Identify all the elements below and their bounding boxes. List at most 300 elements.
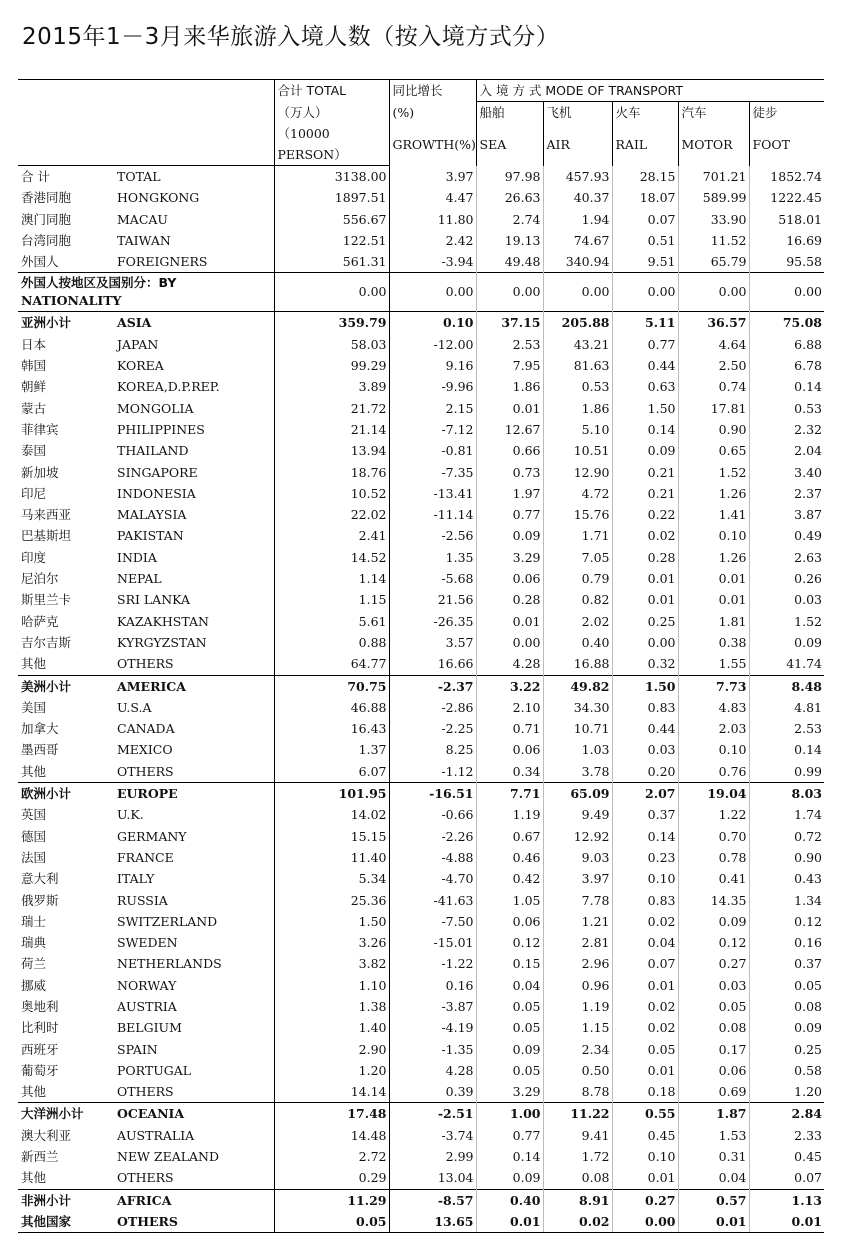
row-label-en: INDONESIA <box>117 485 196 501</box>
table-row <box>18 1167 824 1189</box>
cell-sea: 0.04 <box>476 975 543 996</box>
header-motor-en: MOTOR <box>678 123 749 166</box>
cell-total: 2.41 <box>274 525 389 546</box>
cell-motor: 11.52 <box>678 230 749 251</box>
cell-foot: 0.00 <box>749 273 824 312</box>
row-label-en: AFRICA <box>114 1189 274 1211</box>
cell-air: 1.72 <box>543 1146 612 1167</box>
cell-total: 1.50 <box>274 911 389 932</box>
cell-total: 22.02 <box>274 504 389 525</box>
cell-growth: 0.00 <box>389 273 476 312</box>
cell-motor: 1.53 <box>678 1125 749 1146</box>
cell-motor: 0.70 <box>678 826 749 847</box>
cell-growth: 8.25 <box>389 739 476 760</box>
cell-rail: 0.18 <box>612 1081 678 1103</box>
cell-foot: 8.03 <box>749 783 824 805</box>
cell-motor: 0.01 <box>678 568 749 589</box>
row-label-cn: 瑞士 <box>21 913 47 929</box>
table-row <box>18 568 824 589</box>
row-label-en: CANADA <box>117 721 175 737</box>
table-row <box>18 632 824 653</box>
cell-rail: 0.01 <box>612 1167 678 1189</box>
cell-motor: 36.57 <box>678 312 749 334</box>
cell-motor: 0.17 <box>678 1039 749 1060</box>
table-row <box>18 483 824 504</box>
cell-foot: 2.63 <box>749 547 824 568</box>
header-foot-en: FOOT <box>749 123 824 166</box>
cell-sea: 1.05 <box>476 890 543 911</box>
header-rail-cn: 火车 <box>612 102 678 124</box>
cell-rail: 1.50 <box>612 398 678 419</box>
cell-foot: 2.53 <box>749 718 824 739</box>
header-air-cn: 飞机 <box>543 102 612 124</box>
cell-foot: 1852.74 <box>749 166 824 188</box>
cell-rail: 0.02 <box>612 996 678 1017</box>
cell-motor: 0.74 <box>678 376 749 397</box>
cell-sea: 0.05 <box>476 996 543 1017</box>
cell-total: 0.05 <box>274 1211 389 1233</box>
row-label-cn: 香港同胞 <box>21 190 72 206</box>
table-row <box>18 547 824 568</box>
cell-total: 1.40 <box>274 1017 389 1038</box>
cell-growth: -11.14 <box>389 504 476 525</box>
cell-motor: 0.00 <box>678 273 749 312</box>
table-row <box>18 230 824 251</box>
cell-foot: 0.45 <box>749 1146 824 1167</box>
cell-air: 0.79 <box>543 568 612 589</box>
row-label-cn: 美洲小计 <box>18 675 114 697</box>
cell-foot: 2.33 <box>749 1125 824 1146</box>
cell-total: 70.75 <box>274 675 389 697</box>
row-label-en: KOREA <box>117 358 164 374</box>
cell-foot: 0.03 <box>749 589 824 610</box>
cell-sea: 1.00 <box>476 1103 543 1125</box>
cell-total: 3138.00 <box>274 166 389 188</box>
cell-growth: -1.35 <box>389 1039 476 1060</box>
cell-growth: -2.56 <box>389 525 476 546</box>
cell-rail: 0.51 <box>612 230 678 251</box>
row-label-cn: 新西兰 <box>21 1149 59 1165</box>
row-label-en: U.S.A <box>117 699 152 715</box>
cell-rail: 0.07 <box>612 953 678 974</box>
row-label-en: MONGOLIA <box>117 400 194 416</box>
cell-air: 0.40 <box>543 632 612 653</box>
table-row <box>18 653 824 675</box>
row-label-cn: 葡萄牙 <box>21 1062 59 1078</box>
cell-sea: 0.67 <box>476 826 543 847</box>
cell-growth: -2.25 <box>389 718 476 739</box>
cell-total: 556.67 <box>274 209 389 230</box>
cell-motor: 1.52 <box>678 462 749 483</box>
cell-foot: 0.09 <box>749 632 824 653</box>
cell-rail: 0.05 <box>612 1039 678 1060</box>
table-row <box>18 611 824 632</box>
cell-foot: 0.72 <box>749 826 824 847</box>
cell-sea: 0.00 <box>476 273 543 312</box>
row-label-en: SWEDEN <box>117 935 178 951</box>
cell-sea: 7.71 <box>476 783 543 805</box>
header-total-unit-cn: （万人） <box>274 102 389 124</box>
cell-growth: 0.39 <box>389 1081 476 1103</box>
cell-motor: 19.04 <box>678 783 749 805</box>
row-label-en: OTHERS <box>117 1084 174 1100</box>
row-label-cn: 英国 <box>21 807 47 823</box>
cell-growth: 1.35 <box>389 547 476 568</box>
row-label-en: NEW ZEALAND <box>117 1149 220 1165</box>
cell-air: 2.34 <box>543 1039 612 1060</box>
cell-growth: -4.70 <box>389 868 476 889</box>
cell-rail: 0.01 <box>612 975 678 996</box>
cell-air: 34.30 <box>543 697 612 718</box>
cell-growth: -7.12 <box>389 419 476 440</box>
row-label-cn: 泰国 <box>21 443 47 459</box>
row-label-en: MEXICO <box>117 742 173 758</box>
row-label-cn: 外国人 <box>21 254 59 270</box>
cell-sea: 0.09 <box>476 1039 543 1060</box>
cell-sea: 3.29 <box>476 1081 543 1103</box>
cell-sea: 26.63 <box>476 187 543 208</box>
cell-air: 81.63 <box>543 355 612 376</box>
cell-air: 340.94 <box>543 251 612 273</box>
cell-air: 0.08 <box>543 1167 612 1189</box>
cell-growth: 3.97 <box>389 166 476 188</box>
cell-motor: 0.78 <box>678 847 749 868</box>
table-row <box>18 1039 824 1060</box>
cell-air: 1.86 <box>543 398 612 419</box>
cell-sea: 0.77 <box>476 504 543 525</box>
cell-sea: 0.00 <box>476 632 543 653</box>
header-total-unit-en2: PERSON） <box>274 144 389 166</box>
cell-rail: 0.55 <box>612 1103 678 1125</box>
cell-sea: 0.09 <box>476 525 543 546</box>
cell-rail: 0.22 <box>612 504 678 525</box>
cell-foot: 75.08 <box>749 312 824 334</box>
cell-rail: 0.07 <box>612 209 678 230</box>
cell-total: 99.29 <box>274 355 389 376</box>
cell-sea: 2.10 <box>476 697 543 718</box>
cell-sea: 3.29 <box>476 547 543 568</box>
header-air-en: AIR <box>543 123 612 166</box>
cell-foot: 2.37 <box>749 483 824 504</box>
header-growth-pct: (%) <box>389 102 476 124</box>
cell-air: 12.90 <box>543 462 612 483</box>
table-row <box>18 847 824 868</box>
cell-growth: 3.57 <box>389 632 476 653</box>
row-label-en: OCEANIA <box>114 1103 274 1125</box>
cell-rail: 0.83 <box>612 697 678 718</box>
cell-total: 1.15 <box>274 589 389 610</box>
cell-foot: 3.87 <box>749 504 824 525</box>
cell-rail: 0.02 <box>612 1017 678 1038</box>
cell-total: 6.07 <box>274 761 389 783</box>
cell-motor: 2.03 <box>678 718 749 739</box>
cell-motor: 0.69 <box>678 1081 749 1103</box>
cell-rail: 0.27 <box>612 1189 678 1211</box>
cell-growth: -12.00 <box>389 334 476 355</box>
cell-foot: 1222.45 <box>749 187 824 208</box>
subtotal-row <box>18 783 824 805</box>
row-label-en: HONGKONG <box>117 190 200 206</box>
cell-foot: 0.37 <box>749 953 824 974</box>
cell-sea: 4.28 <box>476 653 543 675</box>
cell-air: 8.91 <box>543 1189 612 1211</box>
cell-growth: -2.86 <box>389 697 476 718</box>
cell-foot: 0.43 <box>749 868 824 889</box>
cell-growth: 13.04 <box>389 1167 476 1189</box>
cell-motor: 0.12 <box>678 932 749 953</box>
row-label-cn: 其他 <box>21 1170 47 1186</box>
cell-foot: 0.12 <box>749 911 824 932</box>
row-label-en: TOTAL <box>117 169 161 184</box>
cell-sea: 0.06 <box>476 739 543 760</box>
cell-air: 65.09 <box>543 783 612 805</box>
table-row <box>18 1017 824 1038</box>
cell-sea: 12.67 <box>476 419 543 440</box>
cell-rail: 0.23 <box>612 847 678 868</box>
cell-motor: 1.26 <box>678 547 749 568</box>
cell-growth: -0.81 <box>389 440 476 461</box>
cell-air: 12.92 <box>543 826 612 847</box>
header-sea-en: SEA <box>476 123 543 166</box>
cell-growth: -0.66 <box>389 804 476 825</box>
row-label-cn: 欧洲小计 <box>18 783 114 805</box>
cell-motor: 589.99 <box>678 187 749 208</box>
table-row <box>18 826 824 847</box>
cell-rail: 0.83 <box>612 890 678 911</box>
row-label-en: PAKISTAN <box>117 528 184 544</box>
cell-air: 3.78 <box>543 761 612 783</box>
cell-motor: 0.65 <box>678 440 749 461</box>
table-row <box>18 761 824 783</box>
cell-growth: -3.74 <box>389 1125 476 1146</box>
row-label-en: AUSTRALIA <box>117 1127 195 1143</box>
cell-sea: 0.01 <box>476 398 543 419</box>
cell-foot: 0.16 <box>749 932 824 953</box>
row-label-en: JAPAN <box>117 336 159 352</box>
cell-motor: 1.41 <box>678 504 749 525</box>
row-label-cn: 蒙古 <box>21 400 47 416</box>
row-label-cn: 合 计 <box>21 169 50 184</box>
row-label-cn: 日本 <box>21 336 47 352</box>
row-label-en: RUSSIA <box>117 892 168 908</box>
table-row <box>18 868 824 889</box>
cell-rail: 1.50 <box>612 675 678 697</box>
header-motor-cn: 汽车 <box>678 102 749 124</box>
cell-foot: 4.81 <box>749 697 824 718</box>
row-label-cn: 澳门同胞 <box>21 211 72 227</box>
row-label-en: FRANCE <box>117 849 174 865</box>
cell-foot: 0.14 <box>749 739 824 760</box>
cell-rail: 0.01 <box>612 589 678 610</box>
cell-rail: 28.15 <box>612 166 678 188</box>
cell-growth: -15.01 <box>389 932 476 953</box>
cell-air: 11.22 <box>543 1103 612 1125</box>
cell-air: 2.81 <box>543 932 612 953</box>
row-label-cn: 印度 <box>21 549 47 565</box>
table-row <box>18 525 824 546</box>
nationality-label-line2: NATIONALITY <box>21 293 122 309</box>
cell-sea: 97.98 <box>476 166 543 188</box>
cell-air: 43.21 <box>543 334 612 355</box>
cell-air: 1.15 <box>543 1017 612 1038</box>
cell-air: 2.02 <box>543 611 612 632</box>
row-label-en: PHILIPPINES <box>117 421 205 437</box>
row-label-en: OTHERS <box>117 656 174 672</box>
cell-motor: 0.04 <box>678 1167 749 1189</box>
table-row <box>18 355 824 376</box>
cell-rail: 0.28 <box>612 547 678 568</box>
cell-motor: 4.64 <box>678 334 749 355</box>
cell-foot: 95.58 <box>749 251 824 273</box>
inbound-tourists-table <box>18 79 824 1233</box>
cell-motor: 2.50 <box>678 355 749 376</box>
cell-rail: 18.07 <box>612 187 678 208</box>
row-label-en: OTHERS <box>117 1170 174 1186</box>
cell-foot: 0.08 <box>749 996 824 1017</box>
cell-total: 14.02 <box>274 804 389 825</box>
cell-sea: 0.66 <box>476 440 543 461</box>
cell-growth: 4.28 <box>389 1060 476 1081</box>
cell-growth: -13.41 <box>389 483 476 504</box>
cell-rail: 0.00 <box>612 273 678 312</box>
table-row <box>18 187 824 208</box>
cell-sea: 2.74 <box>476 209 543 230</box>
cell-total: 14.48 <box>274 1125 389 1146</box>
row-label-en: INDIA <box>117 549 157 565</box>
table-row <box>18 462 824 483</box>
cell-sea: 1.86 <box>476 376 543 397</box>
row-label-en: NETHERLANDS <box>117 956 222 972</box>
table-row <box>18 1125 824 1146</box>
row-label-en: ITALY <box>117 871 155 887</box>
cell-sea: 0.06 <box>476 911 543 932</box>
table-row <box>18 440 824 461</box>
table-row <box>18 718 824 739</box>
cell-rail: 0.00 <box>612 1211 678 1233</box>
cell-growth: -4.19 <box>389 1017 476 1038</box>
row-label-cn: 非洲小计 <box>18 1189 114 1211</box>
cell-growth: -7.50 <box>389 911 476 932</box>
table-row <box>18 996 824 1017</box>
row-label-en: MACAU <box>117 211 168 227</box>
row-label-cn: 亚洲小计 <box>18 312 114 334</box>
cell-motor: 0.03 <box>678 975 749 996</box>
row-label-en: MALAYSIA <box>117 507 187 523</box>
cell-growth: -9.96 <box>389 376 476 397</box>
cell-foot: 0.49 <box>749 525 824 546</box>
header-rail-en: RAIL <box>612 123 678 166</box>
cell-motor: 0.10 <box>678 739 749 760</box>
row-label-cn: 瑞典 <box>21 935 47 951</box>
cell-growth: -3.87 <box>389 996 476 1017</box>
cell-rail: 0.44 <box>612 718 678 739</box>
cell-motor: 0.01 <box>678 589 749 610</box>
table-header <box>18 80 824 166</box>
table-row <box>18 1081 824 1103</box>
cell-growth: 13.65 <box>389 1211 476 1233</box>
cell-total: 0.00 <box>274 273 389 312</box>
cell-total: 2.90 <box>274 1039 389 1060</box>
row-label-en: SWITZERLAND <box>117 913 218 929</box>
cell-foot: 0.58 <box>749 1060 824 1081</box>
cell-growth: -3.94 <box>389 251 476 273</box>
cell-foot: 8.48 <box>749 675 824 697</box>
cell-rail: 0.25 <box>612 611 678 632</box>
cell-growth: -1.22 <box>389 953 476 974</box>
cell-motor: 0.08 <box>678 1017 749 1038</box>
cell-rail: 0.09 <box>612 440 678 461</box>
cell-rail: 0.00 <box>612 632 678 653</box>
row-label-cn: 菲律宾 <box>21 421 59 437</box>
row-label-en: BELGIUM <box>117 1020 182 1036</box>
row-label-cn: 斯里兰卡 <box>21 592 72 608</box>
cell-growth: -2.37 <box>389 675 476 697</box>
cell-motor: 65.79 <box>678 251 749 273</box>
cell-rail: 0.21 <box>612 462 678 483</box>
cell-total: 14.52 <box>274 547 389 568</box>
row-label-cn: 大洋洲小计 <box>18 1103 114 1125</box>
cell-air: 7.78 <box>543 890 612 911</box>
cell-motor: 1.55 <box>678 653 749 675</box>
cell-sea: 0.12 <box>476 932 543 953</box>
cell-sea: 0.01 <box>476 1211 543 1233</box>
cell-motor: 1.87 <box>678 1103 749 1125</box>
cell-foot: 41.74 <box>749 653 824 675</box>
cell-air: 40.37 <box>543 187 612 208</box>
cell-air: 10.71 <box>543 718 612 739</box>
header-total-unit-en1: （10000 <box>274 123 389 144</box>
cell-foot: 2.32 <box>749 419 824 440</box>
cell-motor: 0.41 <box>678 868 749 889</box>
cell-rail: 0.77 <box>612 334 678 355</box>
cell-motor: 0.76 <box>678 761 749 783</box>
cell-air: 1.94 <box>543 209 612 230</box>
row-label-en: GERMANY <box>117 828 187 844</box>
cell-growth: 2.42 <box>389 230 476 251</box>
cell-total: 1.37 <box>274 739 389 760</box>
table-row <box>18 890 824 911</box>
cell-growth: 11.80 <box>389 209 476 230</box>
cell-motor: 0.57 <box>678 1189 749 1211</box>
cell-air: 16.88 <box>543 653 612 675</box>
cell-motor: 0.31 <box>678 1146 749 1167</box>
cell-total: 101.95 <box>274 783 389 805</box>
row-label-en: AMERICA <box>114 675 274 697</box>
header-sea-cn: 船舶 <box>476 102 543 124</box>
cell-motor: 701.21 <box>678 166 749 188</box>
cell-sea: 7.95 <box>476 355 543 376</box>
cell-growth: -7.35 <box>389 462 476 483</box>
cell-foot: 0.53 <box>749 398 824 419</box>
row-label-en: U.K. <box>117 807 144 823</box>
cell-rail: 0.01 <box>612 1060 678 1081</box>
cell-rail: 0.14 <box>612 826 678 847</box>
cell-total: 11.40 <box>274 847 389 868</box>
cell-motor: 0.05 <box>678 996 749 1017</box>
cell-foot: 1.74 <box>749 804 824 825</box>
table-row <box>18 376 824 397</box>
cell-growth: -1.12 <box>389 761 476 783</box>
cell-total: 14.14 <box>274 1081 389 1103</box>
row-label-cn: 韩国 <box>21 358 47 374</box>
cell-air: 1.03 <box>543 739 612 760</box>
cell-total: 0.29 <box>274 1167 389 1189</box>
cell-motor: 14.35 <box>678 890 749 911</box>
cell-growth: 4.47 <box>389 187 476 208</box>
cell-growth: 9.16 <box>389 355 476 376</box>
cell-foot: 2.04 <box>749 440 824 461</box>
cell-sea: 0.28 <box>476 589 543 610</box>
